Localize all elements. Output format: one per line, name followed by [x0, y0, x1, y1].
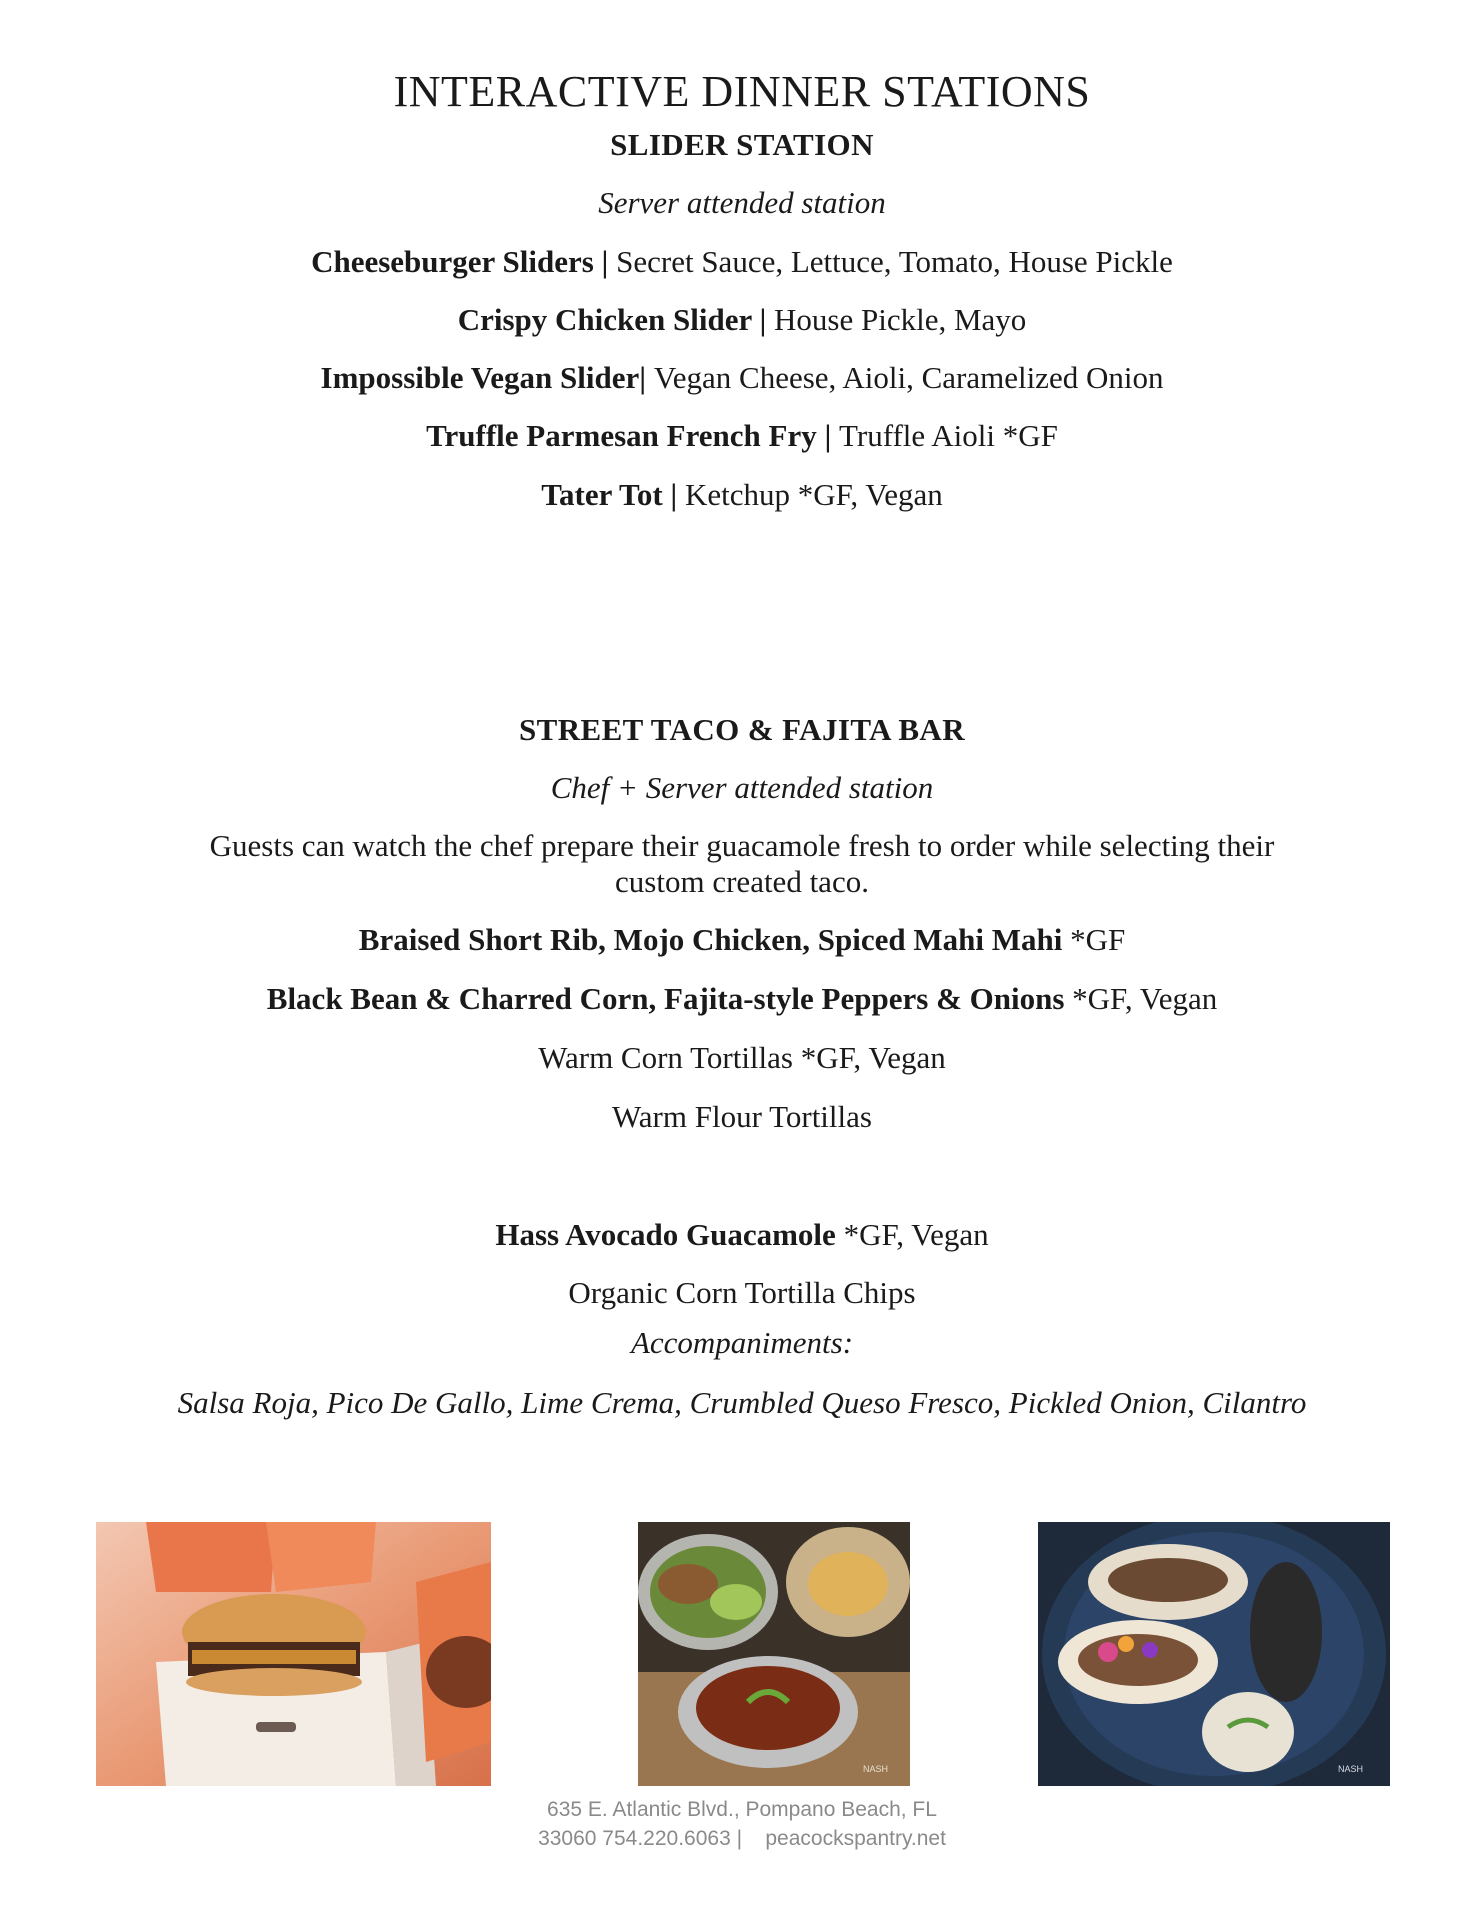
- slider-station-heading: SLIDER STATION: [610, 127, 874, 162]
- slider-burgers-photo: [96, 1522, 491, 1786]
- menu-item-name: Truffle Parmesan French Fry: [426, 418, 817, 453]
- taco-bar-description: Guests can watch the chef prepare their guacamole fresh to order while selecting their custom created taco.: [209, 828, 1275, 899]
- menu-item-proteins: [0, 921, 1484, 959]
- menu-item-description: Secret Sauce, Lettuce, Tomato, House Pickle: [616, 244, 1173, 279]
- footer-contact: 33060 754.220.6063 | peacockspantry.net: [538, 1827, 946, 1850]
- accompaniments-list: Salsa Roja, Pico De Gallo, Lime Crema, Crumbled Queso Fresco, Pickled Onion, Cilantro: [177, 1385, 1307, 1420]
- menu-item-separator: |: [639, 360, 654, 395]
- menu-item-description: Vegan Cheese, Aioli, Caramelized Onion: [653, 360, 1164, 395]
- menu-item-description: House Pickle, Mayo: [774, 302, 1027, 337]
- menu-item-chips: Organic Corn Tortilla Chips: [568, 1275, 916, 1310]
- menu-item-vegetables: [0, 980, 1484, 1018]
- menu-item-separator: |: [662, 477, 685, 512]
- menu-item-separator: |: [816, 418, 840, 453]
- guacamole-bowls-photo: [638, 1522, 910, 1786]
- menu-item-name: Impossible Vegan Slider: [320, 360, 640, 395]
- accompaniments-label: Accompaniments:: [630, 1325, 854, 1360]
- menu-item-name: Cheeseburger Sliders: [311, 244, 594, 279]
- menu-item-flour-tortillas: Warm Flour Tortillas: [612, 1099, 872, 1134]
- menu-item-crispy-chicken-slider: [0, 301, 1484, 339]
- menu-item-name: Hass Avocado Guacamole: [495, 1217, 836, 1252]
- menu-item-guacamole: [0, 1216, 1484, 1254]
- menu-item-cheeseburger-sliders: [0, 243, 1484, 281]
- page-title: INTERACTIVE DINNER STATIONS: [393, 67, 1091, 116]
- menu-item-corn-tortillas: Warm Corn Tortillas *GF, Vegan: [538, 1040, 946, 1075]
- photo-watermark: NASH: [863, 1764, 889, 1774]
- menu-item-note: *GF, Vegan: [1064, 981, 1218, 1016]
- street-tacos-photo: [1038, 1522, 1390, 1786]
- menu-item-truffle-parmesan-fry: [0, 417, 1484, 455]
- taco-bar-heading: STREET TACO & FAJITA BAR: [519, 712, 965, 747]
- footer-address: 635 E. Atlantic Blvd., Pompano Beach, FL: [547, 1798, 937, 1821]
- menu-item-description: Truffle Aioli *GF: [839, 418, 1058, 453]
- slider-station-subtitle: Server attended station: [598, 185, 886, 220]
- menu-item-note: *GF: [1062, 922, 1126, 957]
- menu-item-description: Ketchup *GF, Vegan: [684, 477, 943, 512]
- menu-item-name: Black Bean & Charred Corn, Fajita-style Peppers & Onions: [266, 981, 1065, 1016]
- menu-item-separator: |: [751, 302, 775, 337]
- menu-item-separator: |: [593, 244, 617, 279]
- menu-item-name: Tater Tot: [541, 477, 663, 512]
- menu-item-tater-tot: [0, 476, 1484, 514]
- menu-item-name: Crispy Chicken Slider: [457, 302, 752, 337]
- menu-item-impossible-vegan-slider: [0, 359, 1484, 397]
- menu-item-name: Braised Short Rib, Mojo Chicken, Spiced Mahi Mahi: [358, 922, 1063, 957]
- taco-bar-subtitle: Chef + Server attended station: [550, 770, 934, 805]
- menu-item-note: *GF, Vegan: [835, 1217, 989, 1252]
- photo-watermark: NASH: [1338, 1764, 1364, 1774]
